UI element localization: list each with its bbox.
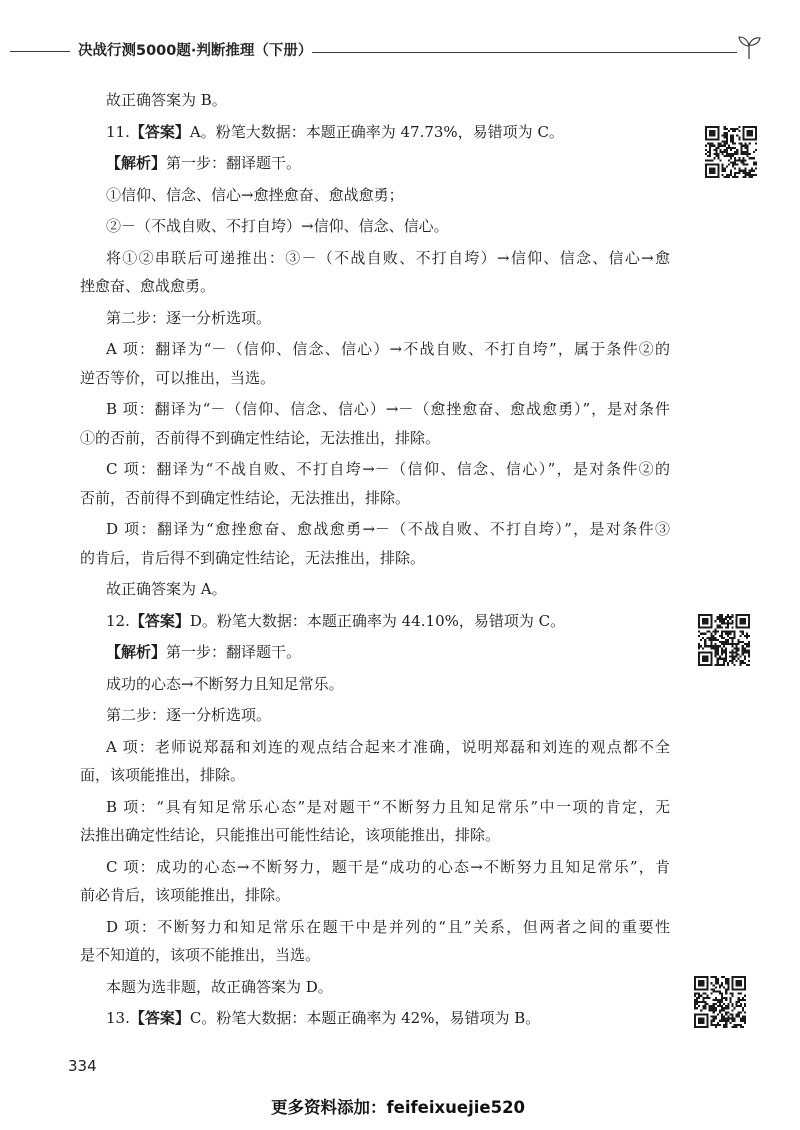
text-line: D 项：不断努力和知足常乐在题干中是并列的“且”关系，但两者之间的重要性	[106, 917, 670, 936]
q11-step-two	[80, 304, 670, 333]
q11-option-a	[80, 335, 670, 392]
q12-analysis-line	[80, 638, 670, 667]
text-line: 故正确答案为 A。	[106, 580, 227, 598]
q12-option-d	[80, 913, 670, 970]
text-line: 逆否等价，可以推出，当选。	[80, 368, 276, 387]
q11-analysis-paragraph	[80, 149, 670, 178]
page-body	[80, 86, 670, 1033]
q12-step-two	[80, 701, 670, 730]
qr-code-icon	[698, 614, 750, 666]
analysis-tag: 【解析】	[106, 643, 167, 661]
question-number: 13.	[106, 1009, 130, 1027]
q11-option-b	[80, 395, 670, 452]
q12-option-b	[80, 793, 670, 850]
paragraph	[80, 86, 670, 115]
q12-answer-paragraph	[80, 607, 670, 636]
answer-tag: 【答案】	[129, 611, 190, 630]
text-line: 第二步：逐一分析选项。	[106, 706, 272, 724]
running-header	[10, 38, 762, 64]
q12-answer-line	[80, 607, 670, 636]
question-number: 11.	[106, 122, 130, 141]
q12-analysis-paragraph	[80, 638, 670, 667]
answer-tag: 【答案】	[129, 122, 190, 141]
q11-conclusion	[80, 575, 670, 604]
text-line: 挫愈奋、愈战愈勇。	[80, 277, 216, 295]
analysis-text: 第一步：翻译题干。	[166, 643, 302, 661]
answer-tag: 【答案】	[129, 1009, 190, 1027]
q12-condition	[80, 670, 670, 699]
text-line: A 项：老师说郑磊和刘连的观点结合起来才准确，说明郑磊和刘连的观点都不全	[106, 737, 670, 756]
q11-analysis-line	[80, 149, 670, 178]
qr-code-icon	[705, 126, 757, 178]
answer-text: D。粉笔大数据：本题正确率为 44.10%，易错项为 C。	[189, 611, 566, 630]
text-line: D 项：翻译为“愈挫愈奋、愈战愈勇→－（不战自败、不打自垮）”，是对条件③	[106, 520, 670, 538]
q10-conclusion: 故正确答案为 B。	[106, 91, 227, 109]
header-rule-right	[312, 52, 737, 53]
answer-text: A。粉笔大数据：本题正确率为 47.73%，易错项为 C。	[189, 122, 564, 141]
sprout-icon	[736, 34, 762, 60]
page-number: 334	[68, 1057, 97, 1075]
question-number: 12.	[106, 611, 130, 630]
header-title: 决战行测5000题·判断推理（下册）	[78, 43, 313, 59]
text-line: 的肯后，肯后得不到确定性结论，无法推出，排除。	[80, 548, 426, 567]
q12-conclusion	[80, 973, 670, 1002]
text-line: 将①②串联后可递推出：③－（不战自败、不打自垮）→信仰、信念、信心→愈	[106, 248, 670, 267]
text-line: C 项：成功的心态→不断努力，题干是“成功的心态→不断努力且知足常乐”，肯	[106, 857, 670, 876]
q11-answer-paragraph	[80, 118, 670, 147]
text-line: ①信仰、信念、信心→愈挫愈奋、愈战愈勇；	[106, 185, 404, 204]
q12-option-a	[80, 733, 670, 790]
text-line: 第二步：逐一分析选项。	[106, 308, 272, 327]
analysis-text: 第一步：翻译题干。	[166, 154, 302, 172]
text-line: 本题为选非题，故正确答案为 D。	[106, 977, 333, 996]
text-line: ②－（不战自败、不打自垮）→信仰、信念、信心。	[106, 217, 449, 235]
q11-condition-2	[80, 212, 670, 241]
text-line: 法推出确定性结论，只能推出可能性结论，该项能推出，排除。	[80, 826, 501, 844]
text-line: 成功的心态→不断努力且知足常乐。	[106, 674, 344, 693]
text-line: A 项：翻译为“－（信仰、信念、信心）→不战自败、不打自垮”，属于条件②的	[106, 340, 670, 358]
text-line: 面，该项能推出，排除。	[80, 766, 246, 784]
analysis-tag: 【解析】	[106, 154, 167, 172]
text-line: 是不知道的，该项不能推出，当选。	[80, 946, 321, 964]
footer-note: 更多资料添加：feifeixuejie520	[270, 1098, 526, 1117]
text-line: B 项：翻译为“－（信仰、信念、信心）→－（愈挫愈奋、愈战愈勇）”，是对条件	[106, 400, 670, 418]
text-line: ①的否前，否前得不到确定性结论，无法推出，排除。	[80, 428, 441, 447]
q12-option-c	[80, 853, 670, 910]
q11-option-c	[80, 455, 670, 512]
header-rule-left	[10, 51, 70, 52]
answer-text: C。粉笔大数据：本题正确率为 42%，易错项为 B。	[189, 1009, 541, 1027]
text-line: 否前，否前得不到确定性结论，无法推出，排除。	[80, 488, 411, 507]
q11-answer-line	[80, 118, 670, 147]
q13-answer-line	[80, 1004, 670, 1033]
q11-condition-1	[80, 181, 670, 210]
text-line: C 项：翻译为“不战自败、不打自垮→－（信仰、信念、信心）”，是对条件②的	[106, 460, 670, 478]
q11-option-d	[80, 515, 670, 572]
q11-chain-inference	[80, 244, 670, 301]
text-line: B 项：“具有知足常乐心态”是对题干“不断努力且知足常乐”中一项的肯定，无	[106, 797, 670, 816]
text-line: 前必肯后，该项能推出，排除。	[80, 886, 291, 904]
q13-answer-paragraph	[80, 1004, 670, 1033]
qr-code-icon	[694, 976, 746, 1028]
